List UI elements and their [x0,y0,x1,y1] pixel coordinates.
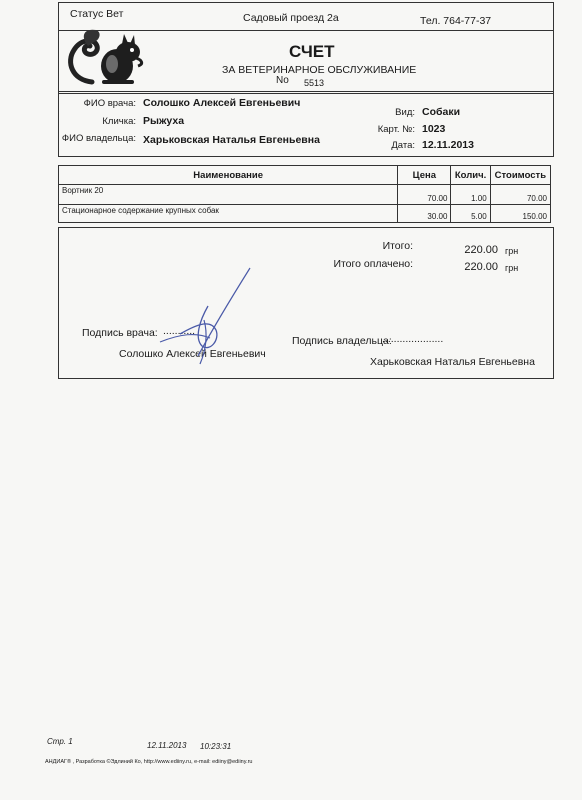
pet-name: Рыжуха [143,115,185,127]
species-label: Вид: [395,107,415,118]
owner-signature-line: ..................... [382,333,444,345]
pet-label: Кличка: [102,116,136,127]
doctor-signature-label: Подпись врача: [82,327,158,339]
squirrel-logo-icon [62,22,162,88]
total-currency: грн [505,246,519,256]
total-value: 220.00 [464,244,498,256]
owner-label: ФИО владельца: [61,133,136,144]
invoice-number: 5513 [304,78,325,88]
col-qty-header: Колич. [451,166,490,185]
card-value: 1023 [422,123,446,135]
footer-date: 12.11.2013 [147,741,187,750]
row-price: 70.00 [398,185,451,205]
footer-time: 10:23:31 [200,742,232,751]
owner-name: Харьковская Наталья Евгеньевна [143,134,320,146]
paid-value: 220.00 [464,261,498,273]
row-cost: 70.00 [490,185,550,205]
clinic-address: Садовый проезд 2а [243,12,339,24]
owner-signature-label: Подпись владельца: [292,335,392,347]
handwritten-signature-icon [150,260,290,380]
clinic-phone: Тел. 764-77-37 [420,15,492,27]
doctor-signature-name: Солошко Алексей Евгеньевич [119,348,266,360]
row-name: Вортник 20 [59,185,398,205]
col-name-header: Наименование [59,166,398,185]
doctor-label: ФИО врача: [83,98,136,109]
row-price: 30.00 [398,205,451,223]
row-qty: 5.00 [451,205,490,223]
table-row [59,205,551,223]
table-header-row [59,166,551,185]
table-row [59,185,551,205]
paid-label: Итого оплачено: [333,258,413,270]
row-name: Стационарное содержание крупных собак [59,205,398,223]
row-cost: 150.00 [490,205,550,223]
doctor-name: Солошко Алексей Евгеньевич [143,97,301,109]
card-label: Карт. №: [377,124,415,135]
invoice-number-label: No [276,75,289,86]
invoice-subtitle: ЗА ВЕТЕРИНАРНОЕ ОБСЛУЖИВАНИЕ [222,64,417,76]
date-value: 12.11.2013 [422,139,474,151]
col-cost-header: Стоимость [490,166,550,185]
invoice-title: СЧЕТ [289,42,335,61]
clinic-name: Статус Вет [70,8,124,20]
paid-currency: грн [505,263,519,273]
items-table [58,165,551,223]
col-price-header: Цена [398,166,451,185]
species-value: Собаки [422,106,461,118]
footer-credits: АНДИАГ® , Разработка ©Эдлиний Ко, http://www.ediiny.ru, e-mail: ediiny@ediiny.ru [45,759,253,765]
total-label: Итого: [382,240,413,252]
date-label: Дата: [391,140,415,151]
row-qty: 1.00 [451,185,490,205]
doctor-signature-line: ........... [163,325,196,337]
footer-page: Стр. 1 [47,737,73,746]
owner-signature-name: Харьковская Наталья Евгеньевна [370,356,535,368]
